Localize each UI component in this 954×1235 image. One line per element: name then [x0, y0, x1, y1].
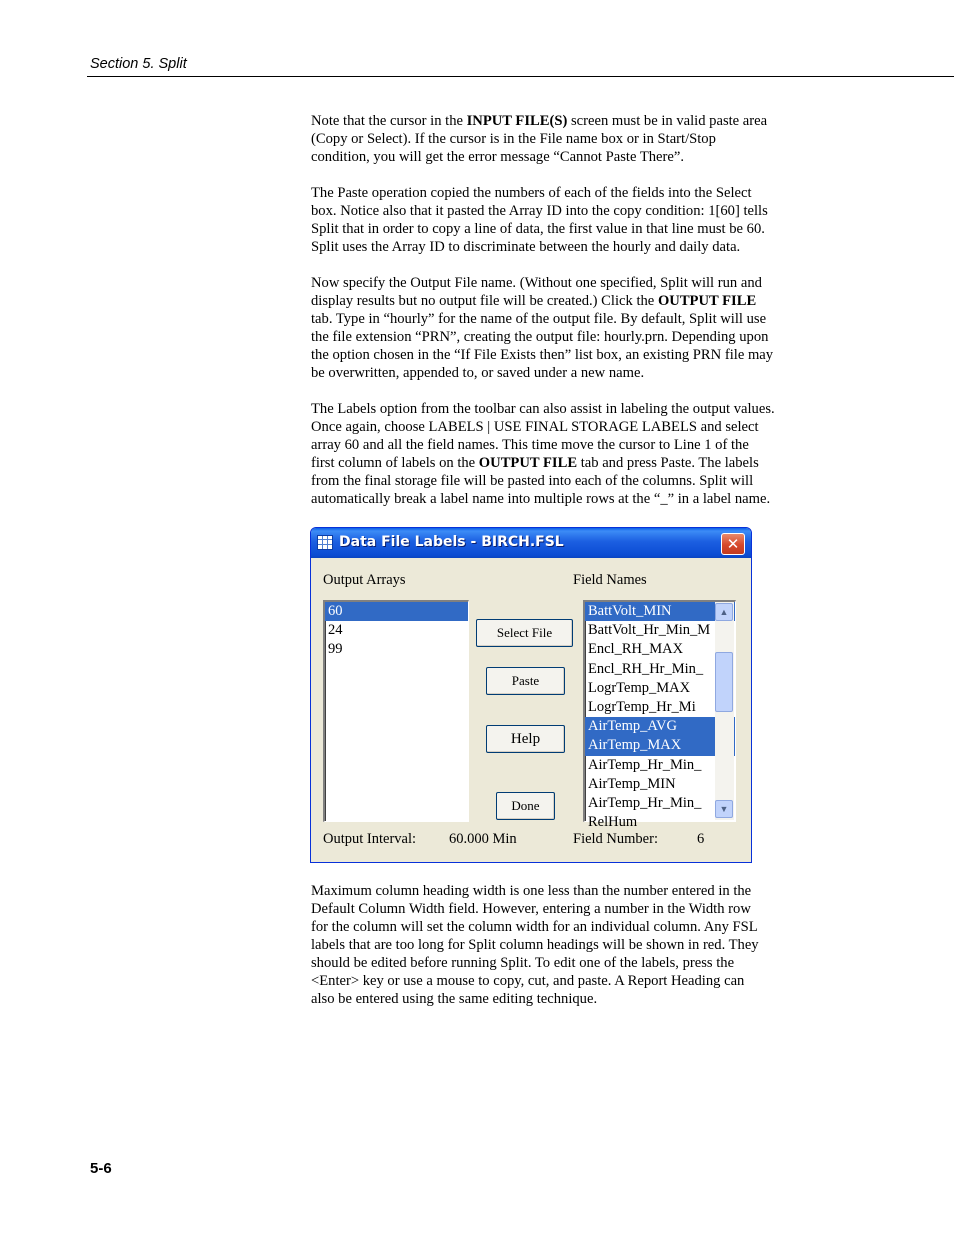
output-arrays-label: Output Arrays: [323, 572, 406, 588]
outro-text: [311, 882, 811, 1026]
field-name-item[interactable]: AirTemp_AVG: [585, 717, 735, 736]
field-names-list[interactable]: [583, 600, 736, 831]
field-number-label: Field Number:: [573, 831, 658, 847]
page-number: 5-6: [90, 1160, 112, 1177]
scroll-down-button[interactable]: [715, 800, 733, 818]
scroll-up-button[interactable]: [715, 603, 733, 621]
field-name-item[interactable]: RelHum: [588, 814, 638, 831]
paragraph-column-width: Maximum column heading width is one less than the number entered in the Default Column Width field. However, entering a number in the Width row for the column will set the column width for an individual column. Any FSL labels that are too long for Split column headings will be shown in red. They should be edited before running Split. To edit one of the labels, press the <Enter> key or use a mouse to copy, cut, and paste. A Report Heading can also be entered using the same editing technique.: [311, 883, 759, 1007]
output-interval-label: Output Interval:: [323, 831, 417, 847]
field-name-item[interactable]: Encl_RH_Hr_Min_: [588, 660, 704, 677]
field-name-item[interactable]: AirTemp_Hr_Min_: [588, 794, 702, 811]
intro-text: [311, 112, 811, 526]
arrow-down-icon: ▼: [719, 804, 729, 814]
section-header: Section 5. Split: [90, 56, 187, 72]
field-names-scrollbar[interactable]: [715, 602, 734, 820]
field-names-label: Field Names: [573, 572, 647, 588]
output-interval-value: 60.000 Min: [449, 831, 517, 847]
array-item[interactable]: 60: [325, 602, 468, 621]
field-name-item[interactable]: BattVolt_Hr_Min_M: [588, 622, 711, 639]
scroll-thumb[interactable]: [715, 652, 733, 712]
dialog-title: Data File Labels - BIRCH.FSL: [339, 534, 564, 550]
field-name-item[interactable]: AirTemp_MIN: [588, 775, 676, 792]
field-name-item[interactable]: LogrTemp_Hr_Mi: [588, 698, 696, 715]
field-name-item[interactable]: Encl_RH_MAX: [588, 641, 684, 658]
array-item[interactable]: 99: [328, 641, 343, 658]
done-button[interactable]: Done: [496, 792, 555, 820]
select-file-button[interactable]: Select File: [476, 619, 573, 647]
output-arrays-list[interactable]: [323, 600, 469, 822]
field-name-item[interactable]: AirTemp_Hr_Min_: [588, 756, 702, 773]
paragraph-paste-area: Note that the cursor in the INPUT FILE(S) screen must be in valid paste area (Copy or Select). If the cursor is in the File name box or in Start/Stop condition, you will get the error message “Cannot Paste There”.: [311, 113, 768, 165]
paragraph-paste-operation: The Paste operation copied the numbers of each of the fields into the Select box. Notice also that it pasted the Array ID into the copy condition: 1[60] tells Split that in order to copy a line of data, the first value in that line must be 60. Split uses the Array ID to discriminate between the hourly and daily data.: [311, 185, 768, 255]
paragraph-labels-option: The Labels option from the toolbar can also assist in labeling the output values. Once again, choose LABELS | USE FINAL STORAGE LABELS and select array 60 and all the field names. This time move the cursor to Line 1 of the first column of labels on the OUTPUT FILE tab and press Paste. The labels from the final storage file will be pasted into each of the columns. Split will automatically break a label name into multiple rows at the “_” in a label name.: [311, 401, 775, 507]
field-name-item[interactable]: LogrTemp_MAX: [588, 679, 691, 696]
field-number-value: 6: [697, 831, 705, 847]
header-rule: [87, 76, 954, 77]
help-button[interactable]: Help: [486, 725, 565, 753]
array-item[interactable]: 24: [328, 622, 343, 639]
close-button[interactable]: [721, 533, 745, 555]
field-name-item[interactable]: AirTemp_MAX: [585, 736, 735, 755]
dialog-titlebar[interactable]: [311, 528, 751, 558]
arrow-up-icon: ▲: [719, 607, 729, 617]
paragraph-output-file: Now specify the Output File name. (Without one specified, Split will run and display results but no output file will be created.) Click the OUTPUT FILE tab. Type in “hourly” for the name of the output file. By default, Split will use the file extension “PRN”, creating the output file: hourly.prn. Depending upon the option chosen in the “If File Exists then” list box, an existing PRN file may be overwritten, appended to, or saved under a new name.: [311, 275, 774, 381]
grid-icon: [317, 535, 333, 550]
field-name-item[interactable]: BattVolt_MIN: [585, 602, 735, 621]
paste-button[interactable]: Paste: [486, 667, 565, 695]
close-icon: ✕: [726, 535, 740, 553]
